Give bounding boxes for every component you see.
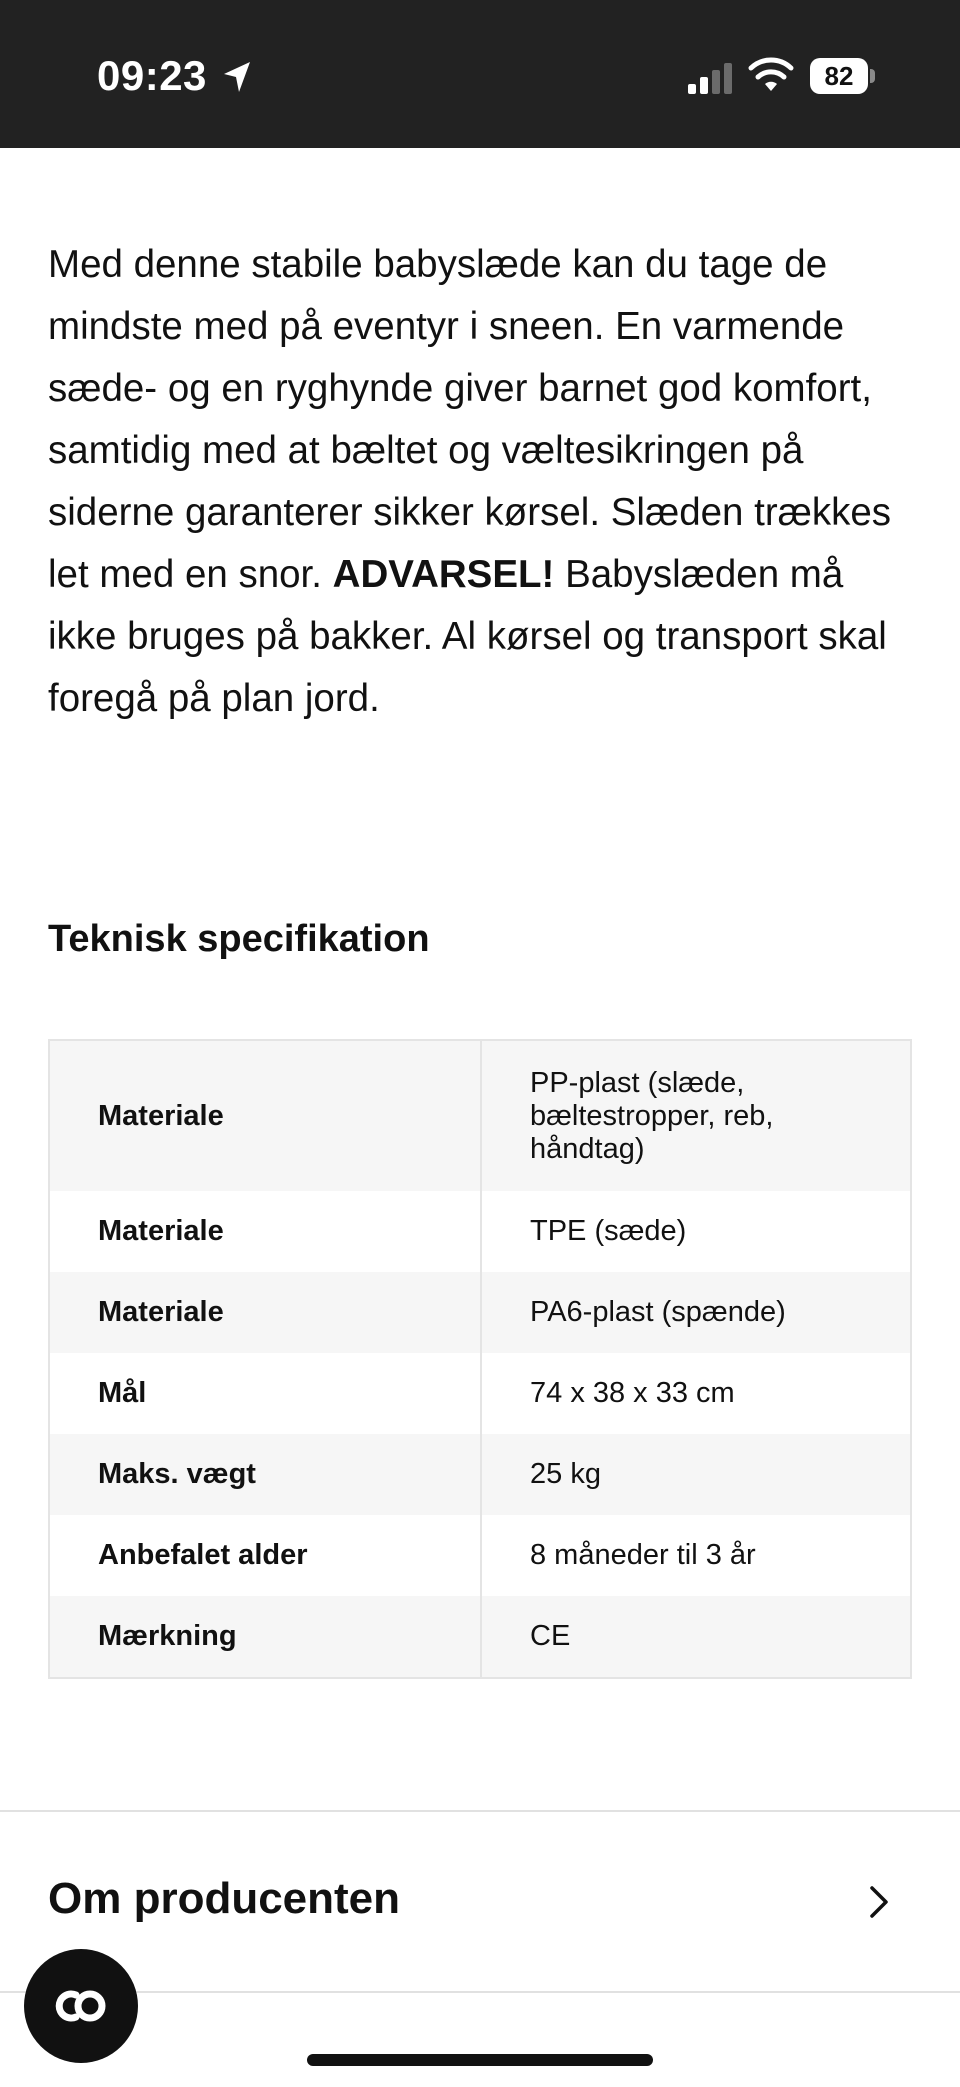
spec-row — [50, 1434, 910, 1515]
status-bar — [0, 0, 960, 148]
spec-value: CE — [530, 1620, 571, 1652]
spec-value: PA6-plast (spænde) — [530, 1296, 786, 1328]
co-chat-button[interactable] — [24, 1949, 138, 2063]
spec-value: PP-plast (slæde, bæltestropper, reb, håndtag) — [530, 1066, 774, 1165]
spec-row — [50, 1041, 910, 1191]
about-producer-title: Om producenten — [48, 1874, 401, 1923]
spec-value: 8 måneder til 3 år — [530, 1539, 756, 1571]
spec-key: Maks. vægt — [50, 1434, 482, 1515]
co-logo-icon — [24, 1949, 138, 2063]
battery-cap — [870, 69, 875, 83]
spec-key: Materiale — [50, 1272, 482, 1353]
spec-table — [48, 1039, 912, 1679]
spec-key: Mærkning — [50, 1596, 482, 1677]
wifi-icon — [748, 56, 794, 94]
spec-value: 74 x 38 x 33 cm — [530, 1377, 735, 1409]
spec-key: Anbefalet alder — [50, 1515, 482, 1596]
cellular-signal-icon — [687, 62, 735, 94]
location-arrow-icon — [222, 60, 252, 94]
description-text: Med denne stabile babyslæde kan du tage de mindste med på eventyr i sneen. En varmende sæde- og en ryghynde giver barnet god komfort, samtidig med at bæltet og væltesikringen på siderne garanterer sikker kørsel. Slæden trækkes let med en snor. — [48, 243, 892, 596]
spec-row — [50, 1353, 910, 1434]
spec-key: Materiale — [50, 1191, 482, 1272]
warning-text: Babyslæden må ikke bruges på bakker. Al kørsel og transport skal foregå på plan jord. — [48, 553, 887, 720]
spec-row — [50, 1191, 910, 1272]
about-producer-row[interactable] — [0, 1812, 960, 1992]
spec-row — [50, 1272, 910, 1353]
battery-icon — [810, 58, 874, 94]
chevron-right-icon — [866, 1882, 892, 1922]
spec-heading: Teknisk specifikation — [48, 918, 430, 960]
spec-row — [50, 1515, 910, 1596]
product-description — [48, 234, 908, 730]
battery-level: 82 — [810, 58, 868, 94]
spec-key: Materiale — [50, 1041, 482, 1191]
status-time: 09:23 — [97, 52, 207, 99]
home-indicator — [307, 2054, 653, 2066]
spec-value: TPE (sæde) — [530, 1215, 687, 1247]
warning-label: ADVARSEL! — [332, 553, 555, 596]
spec-key: Mål — [50, 1353, 482, 1434]
spec-row — [50, 1596, 910, 1677]
spec-value: 25 kg — [530, 1458, 601, 1490]
